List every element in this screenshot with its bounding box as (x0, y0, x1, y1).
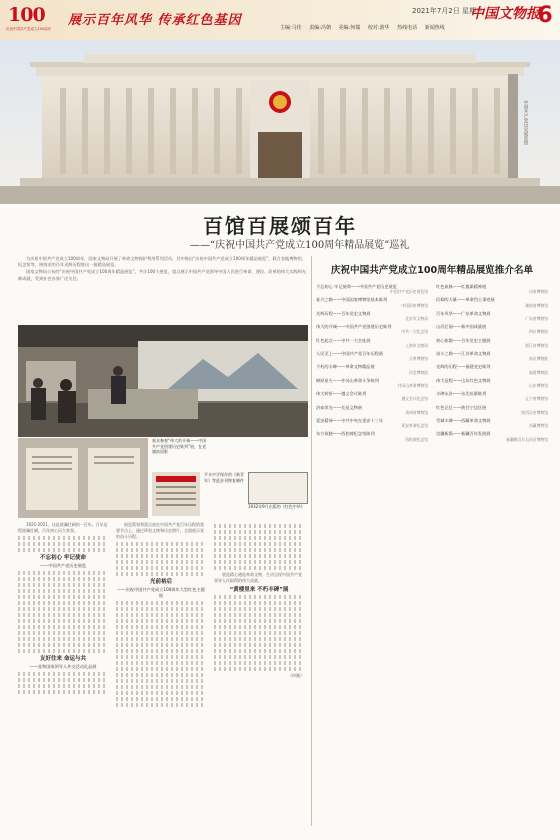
column-divider (311, 256, 312, 826)
article-column-1 (18, 522, 108, 696)
list-item: 复兴之路——中国国家博物馆基本陈列 中国国家博物馆 (316, 297, 428, 308)
exhibition-list (316, 284, 548, 829)
newspaper-relic-photo (152, 472, 200, 516)
article-column-2 (116, 522, 206, 709)
list-item: 伟大征程——山东红色文物展 山东博物馆 (436, 377, 548, 389)
photo-caption-left: 观众参观“伟大的开端——中国共产党创建历史陈列”展，在党旗前留影 (152, 438, 207, 454)
lead-paragraph: 国家文物局公布的“庆祝中国共产党成立100周年精品展览”，共计100个展览，重点展示中国共产党领导中国人民进行革命、建设、改革的伟大实践和光辉成就，受到社会各界广泛关注。 (18, 269, 306, 281)
article-subtitle: ——“庆祝中国共产党成立100周年精品展览”巡礼 (190, 240, 410, 251)
centenary-logo (6, 4, 64, 34)
page-header (0, 0, 560, 41)
exhibition-list-right (436, 284, 548, 445)
list-item: 延安精神——中共中央在延安十三年 延安革命纪念馆 (316, 418, 428, 429)
section-subheading: ——中国共产党历史展览 (39, 563, 87, 568)
newspaper-masthead: 中国文物报 (470, 6, 540, 22)
exhibition-list-left (316, 284, 428, 445)
exhibition-hall-photo (18, 325, 308, 437)
list-item: 不朽的丰碑——革命文物精品展 河北博物院 (316, 364, 428, 375)
building-illustration (0, 40, 560, 204)
section-subheading: ——党和国家领导人外交活动礼品展 (29, 664, 97, 669)
list-item: 伟大的开端——中国共产党创建历史陈列 中共一大纪念馆 (316, 324, 428, 335)
list-item: 东方欲晓——西柏坡纪念馆陈列 西柏坡纪念馆 (316, 431, 428, 442)
issue-date: 2021年7月2日 星期五 (412, 7, 483, 15)
column-paragraph: 展览精心遴选革命文物，生动呈现中国共产党领导人民取得的伟大成就。 (214, 572, 302, 583)
lead-paragraph: 为庆祝中国共产党成立100周年，国家文物局开展了革命文物保护利用系列活动，其中推出“庆祝中国共产党成立100周年精品展览”，联合各地博物馆、纪念馆等，围绕党的百年光辉历程推出一批精品展览。 (18, 256, 306, 268)
museum-building-photo (0, 40, 560, 204)
list-item: 人民至上——中国共产党百年历程展 天津博物馆 (316, 351, 428, 362)
article-title: 百馆百展颂百年 (203, 214, 357, 238)
list-item: 不忘初心 牢记使命——中国共产党历史展览 中国共产党历史展览馆 (316, 284, 428, 295)
list-item: 奋斗之路——江苏革命文物展 南京博物院 (436, 351, 548, 362)
list-item: 红色血脉——红旗渠精神展 河南博物院 (436, 284, 548, 295)
list-item: 浴血荣光——长征文物展 贵州省博物馆 (316, 404, 428, 415)
photo-caption-right: 1932年9月出版的《红色中华》 (248, 504, 305, 509)
section-subheading: ——庆祝中国共产党成立100周年大型红色主题展 (117, 587, 205, 598)
section-heading: 不忘初心 牢记使命 (40, 555, 86, 561)
photo-row (18, 438, 308, 520)
document-photo (18, 438, 148, 518)
list-item: 红色起点——中共一大会址展 上海市文物局 (316, 337, 428, 348)
exhibition-scene (18, 325, 308, 437)
list-item: 丰碑永驻——东北抗联陈列 辽宁省博物馆 (436, 391, 548, 402)
section-heading: 光前裕后 (149, 579, 172, 585)
list-item: 百年风华——广东革命文物展 广东省博物馆 (436, 310, 548, 322)
header-slogan: 展示百年风华 传承红色基因 (68, 13, 242, 28)
article-column-3 (214, 522, 304, 679)
list-item: 红色记忆——陕甘宁边区展 陕西历史博物馆 (436, 404, 548, 415)
section-heading: 友好往来 命运与共 (40, 656, 86, 662)
column-paragraph: 展览策划将重点放在中国共产党百年历程的重要节点上，通过珍贵文物和历史照片，全面展示党的奋斗历程。 (116, 522, 204, 539)
list-item: 光辉的历程——福建党史陈列 福建博物院 (436, 364, 548, 375)
building-sign: 中国共产党历史展览馆 (523, 100, 528, 145)
list-item: 边疆新篇——新疆百年发展展 新疆维吾尔自治区博物馆 (436, 431, 548, 442)
photo-caption-middle: 平水中学保存的《新青年》等进步刊物复制件 (204, 472, 244, 483)
list-item: 信仰的力量——革命烈士事迹展 湖南省博物馆 (436, 297, 548, 308)
section-heading: “黄楼里来 不朽丰碑”展 (229, 587, 289, 593)
list-item: 初心如磐——百年党史主题展 浙江省博物馆 (436, 337, 548, 348)
logo-number: 100 (8, 4, 45, 26)
author-signature: （何薇） (288, 673, 304, 678)
list-item: 山河壮丽——新中国成就展 四川博物院 (436, 324, 548, 335)
exhibition-list-title: 庆祝中国共产党成立100周年精品展览推介名单 (330, 265, 534, 276)
article-lead (18, 256, 308, 283)
red-china-paper-photo (248, 472, 308, 504)
list-item: 光辉历程——百年党史文物展 北京市文物局 (316, 310, 428, 322)
list-item: 雪域丰碑——西藏革命文物展 西藏博物馆 (436, 418, 548, 429)
list-item: 燎原星火——井冈山革命斗争陈列 井冈山革命博物馆 (316, 377, 428, 389)
list-item: 伟大转折——遵义会议陈列 遵义会议纪念馆 (316, 391, 428, 402)
editor-credits: 主编:马佳 责编:冯朝 美编:何瑞 校对:游华 热线电话 新闻热线 (280, 25, 445, 31)
logo-subtitle: 庆祝中国共产党成立100周年 (6, 27, 52, 31)
column-paragraph: 1921-2021，这是波澜壮阔的一百年。百年征程波澜壮阔，百年初心历久弥坚。 (18, 522, 108, 533)
page-number: 6 (537, 3, 553, 28)
